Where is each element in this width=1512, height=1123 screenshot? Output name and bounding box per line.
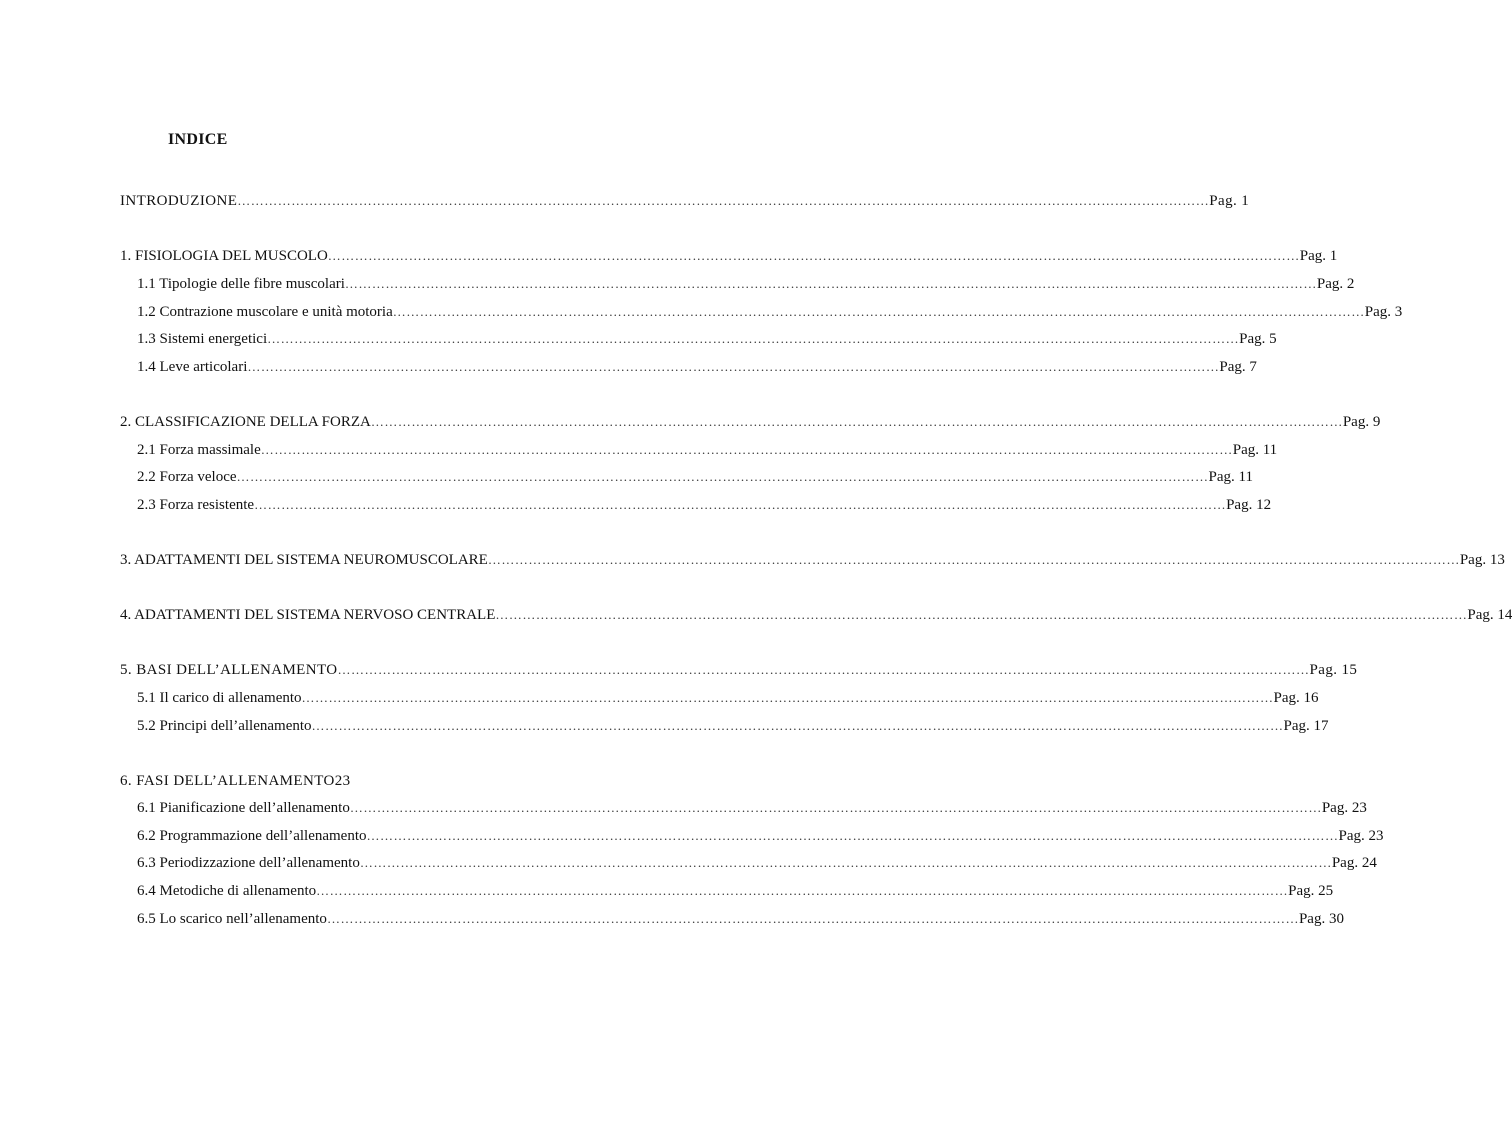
toc-entry-section-2-1 (137, 440, 1278, 460)
toc-entry-page: Pag. 23 (1338, 828, 1384, 844)
toc-entry-page: Pag. 24 (1331, 855, 1377, 871)
toc-leader-dots: ……………………………………………………………………………………………………………………………………………………………………………………………… (260, 442, 1233, 457)
toc-entry-label: 6.3 Periodizzazione dell’allenamento (137, 855, 360, 871)
toc-entry-page: Pag. 12 (1226, 497, 1272, 513)
toc-leader-dots: ……………………………………………………………………………………………………………………………………………………………………………………………… (316, 883, 1289, 898)
toc-entry-label: 2.3 Forza resistente (137, 497, 255, 513)
toc-entry-section-6-2 (137, 826, 1384, 846)
toc-entry-section-6-5 (137, 909, 1344, 929)
toc-entry-page: Pag. 25 (1288, 883, 1334, 899)
toc-entry-page: Pag. 5 (1239, 331, 1277, 347)
toc-entry-label: 2. CLASSIFICAZIONE DELLA FORZA (120, 414, 371, 430)
toc-entry-section-1-1 (137, 274, 1355, 294)
toc-leader-dots: ……………………………………………………………………………………………………………………………………………………………………………………………… (236, 469, 1209, 484)
toc-entry-page: Pag. 7 (1219, 359, 1257, 375)
toc-entry-page: Pag. 13 (1459, 552, 1505, 568)
toc-entry-page: Pag. 15 (1309, 662, 1358, 678)
toc-entry-introduzione (120, 191, 1250, 211)
toc-entry-label: 6. FASI DELL’ALLENAMENTO23 (120, 773, 351, 789)
toc-entry-section-1 (120, 246, 1338, 266)
toc-entry-page: Pag. 11 (1208, 469, 1253, 485)
toc-entry-page: Pag. 17 (1283, 718, 1329, 734)
toc-entry-page: Pag. 3 (1364, 304, 1403, 320)
toc-entry-section-3 (120, 550, 1505, 570)
toc-leader-dots: ……………………………………………………………………………………………………………………………………………………………………………………………… (267, 331, 1240, 346)
toc-entry-section-1-2 (137, 302, 1403, 322)
toc-entry-label: 1.2 Contrazione muscolare e unità motoria (137, 304, 393, 320)
toc-leader-dots: ……………………………………………………………………………………………………………………………………………………………………………………………… (344, 276, 1317, 291)
toc-leader-dots: ……………………………………………………………………………………………………………………………………………………………………………………………… (327, 248, 1300, 263)
toc-entry-label: INTRODUZIONE (120, 193, 238, 209)
toc-leader-dots: ……………………………………………………………………………………………………………………………………………………………………………………………… (311, 718, 1284, 733)
toc-leader-dots: ……………………………………………………………………………………………………………………………………………………………………………………………… (254, 497, 1227, 512)
toc-entry-page: Pag. 30 (1298, 911, 1344, 927)
toc-entry-label: 1. FISIOLOGIA DEL MUSCOLO (120, 248, 328, 264)
toc-leader-dots: ……………………………………………………………………………………………………………………………………………………………………………………………… (247, 359, 1220, 374)
toc-entry-label: 6.2 Programmazione dell’allenamento (137, 828, 367, 844)
toc-entry-section-2 (120, 412, 1381, 432)
toc-leader-dots: ……………………………………………………………………………………………………………………………………………………………………………………………… (337, 662, 1310, 677)
toc-entry-section-6-1 (137, 798, 1367, 818)
toc-entry-section-2-2 (137, 467, 1253, 487)
toc-entry-label: 1.4 Leve articolari (137, 359, 248, 375)
toc-leader-dots: ……………………………………………………………………………………………………………………………………………………………………………………………… (392, 304, 1365, 319)
toc-leader-dots: ……………………………………………………………………………………………………………………………………………………………………………………………… (237, 193, 1210, 208)
toc-leader-dots: ……………………………………………………………………………………………………………………………………………………………………………………………… (349, 800, 1322, 815)
toc-leader-dots: ……………………………………………………………………………………………………………………………………………………………………………………………… (359, 855, 1332, 870)
toc-entry-label: 5.1 Il carico di allenamento (137, 690, 302, 706)
toc-entry-label: 3. ADATTAMENTI DEL SISTEMA NEUROMUSCOLARE (120, 552, 488, 568)
toc-entry-label: 1.3 Sistemi energetici (137, 331, 268, 347)
toc-entry-page: Pag. 9 (1342, 414, 1381, 430)
toc-entry-page: Pag. 16 (1273, 690, 1319, 706)
toc-entry-label: 6.5 Lo scarico nell’allenamento (137, 911, 327, 927)
toc-entry-section-1-3 (137, 329, 1277, 349)
toc-leader-dots: ……………………………………………………………………………………………………………………………………………………………………………………………… (487, 552, 1460, 567)
toc-leader-dots: ……………………………………………………………………………………………………………………………………………………………………………………………… (326, 911, 1299, 926)
toc-entry-section-1-4 (137, 357, 1257, 377)
page-title: INDICE (168, 131, 228, 148)
toc-leader-dots: ……………………………………………………………………………………………………………………………………………………………………………………………… (301, 690, 1274, 705)
toc-entry-page: Pag. 14 (1467, 607, 1512, 623)
toc-entry-section-6-4 (137, 881, 1334, 901)
toc-entry-label: 5. BASI DELL’ALLENAMENTO (120, 662, 338, 678)
toc-entry-page: Pag. 11 (1232, 442, 1278, 458)
toc-entry-page: Pag. 1 (1209, 193, 1250, 209)
toc-entry-label: 6.4 Metodiche di allenamento (137, 883, 317, 899)
toc-leader-dots: ……………………………………………………………………………………………………………………………………………………………………………………………… (366, 828, 1339, 843)
toc-entry-section-5-1 (137, 688, 1319, 708)
toc-entry-label: 5.2 Principi dell’allenamento (137, 718, 312, 734)
toc-entry-label: 2.1 Forza massimale (137, 442, 261, 458)
toc-entry-section-5 (120, 660, 1358, 680)
toc-entry-section-6-3 (137, 853, 1377, 873)
toc-entry-section-2-3 (137, 495, 1272, 515)
toc-entry-label: 4. ADATTAMENTI DEL SISTEMA NERVOSO CENTRALE (120, 607, 496, 623)
toc-entry-page: Pag. 1 (1299, 248, 1338, 264)
toc-entry-label: 2.2 Forza veloce (137, 469, 237, 485)
toc-leader-dots: ……………………………………………………………………………………………………………………………………………………………………………………………… (370, 414, 1343, 429)
toc-entry-page: Pag. 2 (1316, 276, 1355, 292)
toc-leader-dots: ……………………………………………………………………………………………………………………………………………………………………………………………… (495, 607, 1468, 622)
toc-entry-label: 6.1 Pianificazione dell’allenamento (137, 800, 350, 816)
toc-entry-label: 1.1 Tipologie delle fibre muscolari (137, 276, 345, 292)
toc-entry-section-4 (120, 605, 1512, 625)
toc-entry-section-6 (120, 771, 698, 791)
toc-entry-page: Pag. 23 (1321, 800, 1367, 816)
toc-entry-section-5-2 (137, 716, 1329, 736)
